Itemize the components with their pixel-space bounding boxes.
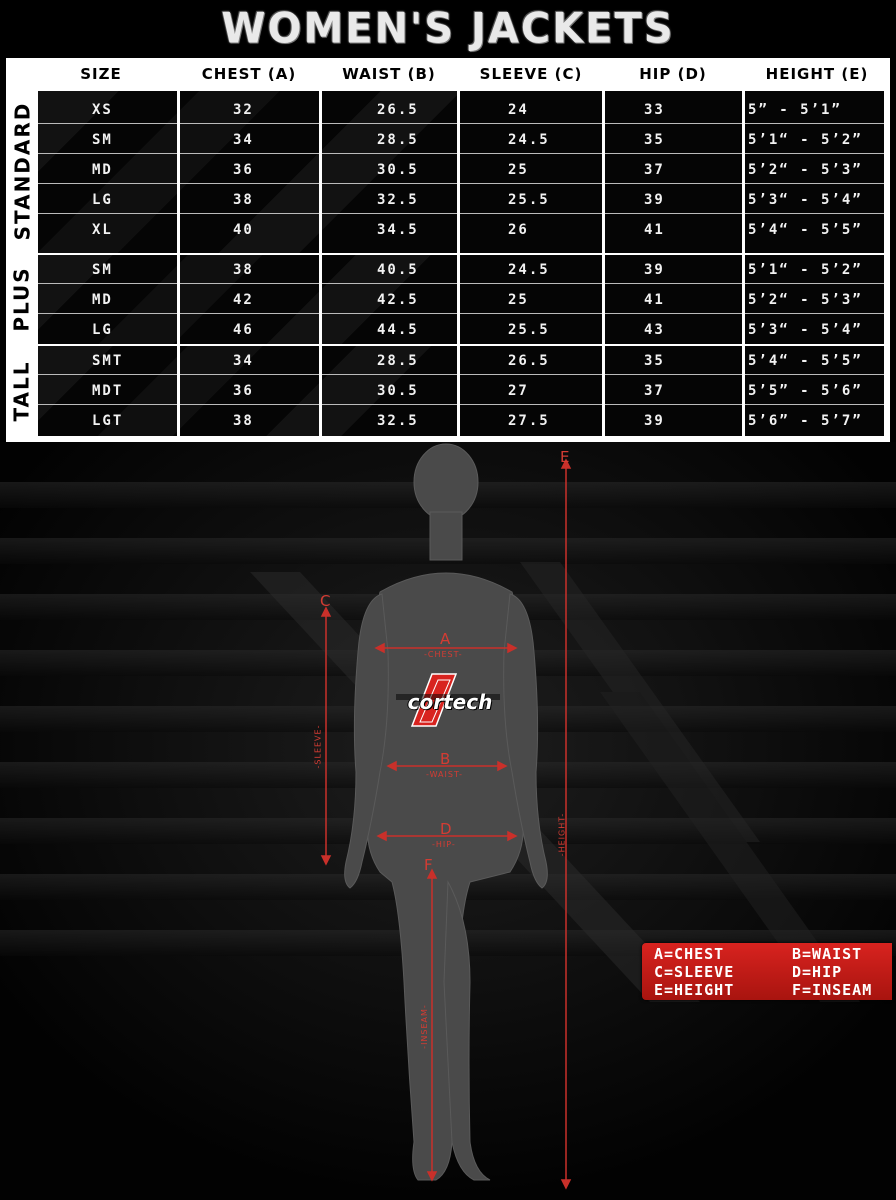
cell-height: 5’1“ - 5’2” bbox=[748, 262, 863, 278]
measure-label-sleeve: -SLEEVE- bbox=[313, 724, 323, 769]
cell-sleeve: 26.5 bbox=[508, 353, 550, 369]
cell-size: MDT bbox=[92, 383, 124, 399]
cell-height: 5’3“ - 5’4” bbox=[748, 322, 863, 338]
cell-sleeve: 26 bbox=[508, 222, 529, 238]
cell-sleeve: 24 bbox=[508, 102, 529, 118]
header-chest: CHEST (A) bbox=[201, 65, 297, 83]
cell-size: XL bbox=[92, 222, 113, 238]
cell-chest: 34 bbox=[233, 132, 254, 148]
header-height: HEIGHT (E) bbox=[765, 65, 869, 83]
legend-item: E=HEIGHT bbox=[654, 981, 735, 999]
table-row bbox=[38, 346, 884, 375]
cell-chest: 38 bbox=[233, 413, 254, 429]
column-divider bbox=[742, 91, 745, 436]
cell-waist: 40.5 bbox=[377, 262, 419, 278]
column-divider bbox=[457, 91, 460, 436]
cell-hip: 33 bbox=[644, 102, 665, 118]
cell-height: 5’2“ - 5’3” bbox=[748, 162, 863, 178]
cell-hip: 37 bbox=[644, 383, 665, 399]
table-row bbox=[38, 155, 884, 184]
table-row bbox=[38, 255, 884, 284]
cell-height: 5’4“ - 5’5” bbox=[748, 353, 863, 369]
cell-height: 5’6” - 5’7” bbox=[748, 413, 863, 429]
cell-height: 5’5” - 5’6” bbox=[748, 383, 863, 399]
table-row bbox=[38, 215, 884, 244]
cell-chest: 36 bbox=[233, 162, 254, 178]
cell-waist: 26.5 bbox=[377, 102, 419, 118]
table-row bbox=[38, 285, 884, 314]
measure-label-chest: -CHEST- bbox=[424, 650, 463, 659]
cell-hip: 35 bbox=[644, 353, 665, 369]
cell-sleeve: 25 bbox=[508, 292, 529, 308]
cell-hip: 39 bbox=[644, 262, 665, 278]
header-waist: WAIST (B) bbox=[342, 65, 436, 83]
measure-label-hip: -HIP- bbox=[432, 840, 456, 849]
measure-label-waist: -WAIST- bbox=[426, 770, 463, 779]
cell-sleeve: 24.5 bbox=[508, 262, 550, 278]
column-divider bbox=[177, 91, 180, 436]
measure-letter-b: B bbox=[440, 750, 451, 768]
group-plus bbox=[38, 255, 884, 344]
measure-letter-c: C bbox=[320, 592, 331, 610]
group-tall bbox=[38, 346, 884, 436]
cell-size: SM bbox=[92, 132, 113, 148]
cell-waist: 28.5 bbox=[377, 132, 419, 148]
cell-chest: 42 bbox=[233, 292, 254, 308]
cell-size: LG bbox=[92, 192, 113, 208]
cell-chest: 32 bbox=[233, 102, 254, 118]
cell-waist: 28.5 bbox=[377, 353, 419, 369]
cell-height: 5’4“ - 5’5” bbox=[748, 222, 863, 238]
measure-letter-a: A bbox=[440, 630, 451, 648]
cell-sleeve: 24.5 bbox=[508, 132, 550, 148]
cell-size: SMT bbox=[92, 353, 124, 369]
table-row bbox=[38, 185, 884, 214]
cell-height: 5’1“ - 5’2” bbox=[748, 132, 863, 148]
cell-size: MD bbox=[92, 292, 113, 308]
cell-sleeve: 25 bbox=[508, 162, 529, 178]
cell-chest: 38 bbox=[233, 192, 254, 208]
cell-chest: 38 bbox=[233, 262, 254, 278]
measure-label-height: -HEIGHT- bbox=[557, 812, 567, 857]
cortech-logo-text: cortech bbox=[407, 690, 493, 714]
table-row bbox=[38, 95, 884, 124]
cell-sleeve: 25.5 bbox=[508, 322, 550, 338]
cell-chest: 34 bbox=[233, 353, 254, 369]
legend-item: C=SLEEVE bbox=[654, 963, 735, 981]
table-row bbox=[38, 125, 884, 154]
size-chart-table bbox=[6, 58, 890, 442]
cell-height: 5’3“ - 5’4” bbox=[748, 192, 863, 208]
cell-sleeve: 27.5 bbox=[508, 413, 550, 429]
header-hip: HIP (D) bbox=[639, 65, 707, 83]
measurement-figure-area bbox=[0, 442, 896, 1200]
column-divider bbox=[319, 91, 322, 436]
cell-size: SM bbox=[92, 262, 113, 278]
cell-hip: 37 bbox=[644, 162, 665, 178]
cell-chest: 40 bbox=[233, 222, 254, 238]
cell-chest: 36 bbox=[233, 383, 254, 399]
cell-hip: 39 bbox=[644, 192, 665, 208]
legend-item: B=WAIST bbox=[792, 945, 863, 963]
cell-hip: 41 bbox=[644, 292, 665, 308]
cell-size: LG bbox=[92, 322, 113, 338]
legend-item: D=HIP bbox=[792, 963, 843, 981]
group-label-standard: STANDARD bbox=[6, 91, 38, 251]
cell-chest: 46 bbox=[233, 322, 254, 338]
cell-waist: 34.5 bbox=[377, 222, 419, 238]
cell-size: XS bbox=[92, 102, 113, 118]
group-label-tall: TALL bbox=[6, 346, 38, 436]
cell-waist: 32.5 bbox=[377, 413, 419, 429]
measure-letter-d: D bbox=[440, 820, 452, 838]
table-row bbox=[38, 376, 884, 405]
column-divider bbox=[602, 91, 605, 436]
legend-item: A=CHEST bbox=[654, 945, 725, 963]
cell-sleeve: 25.5 bbox=[508, 192, 550, 208]
cell-size: LGT bbox=[92, 413, 124, 429]
cell-hip: 35 bbox=[644, 132, 665, 148]
cell-hip: 43 bbox=[644, 322, 665, 338]
measurement-legend bbox=[642, 943, 892, 1000]
cell-waist: 42.5 bbox=[377, 292, 419, 308]
header-size: SIZE bbox=[80, 65, 122, 83]
group-label-plus: PLUS bbox=[6, 254, 38, 344]
cell-sleeve: 27 bbox=[508, 383, 529, 399]
cell-hip: 41 bbox=[644, 222, 665, 238]
page-title: WOMEN'S JACKETS bbox=[221, 4, 675, 54]
legend-item: F=INSEAM bbox=[792, 981, 873, 999]
cell-waist: 30.5 bbox=[377, 162, 419, 178]
cell-height: 5’2“ - 5’3” bbox=[748, 292, 863, 308]
group-standard bbox=[38, 91, 884, 253]
table-row bbox=[38, 406, 884, 435]
measure-letter-e: E bbox=[560, 448, 570, 466]
cell-hip: 39 bbox=[644, 413, 665, 429]
cell-size: MD bbox=[92, 162, 113, 178]
cell-waist: 30.5 bbox=[377, 383, 419, 399]
cell-waist: 44.5 bbox=[377, 322, 419, 338]
cell-height: 5” - 5’1” bbox=[748, 102, 842, 118]
table-row bbox=[38, 315, 884, 344]
header-sleeve: SLEEVE (C) bbox=[479, 65, 583, 83]
cell-waist: 32.5 bbox=[377, 192, 419, 208]
measure-letter-f: F bbox=[424, 856, 433, 874]
measure-label-inseam: -INSEAM- bbox=[419, 1004, 429, 1049]
